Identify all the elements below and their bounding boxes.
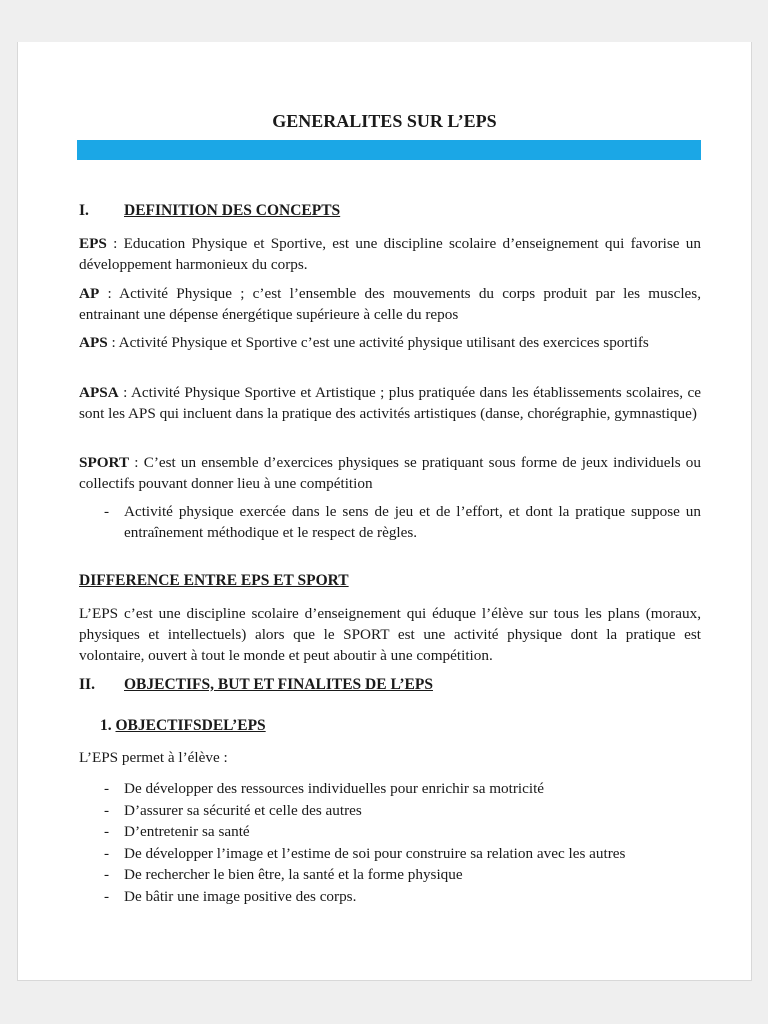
definition-term: APSA — [79, 384, 119, 401]
list-item — [104, 843, 704, 865]
document-title: GENERALITES SUR L’EPS — [272, 111, 497, 131]
list-item — [104, 864, 704, 886]
definition-text: : C’est un ensemble d’exercices physiques se pratiquant sous forme de jeux individuels ou collectifs pouvant donner lieu à une compétition — [79, 454, 701, 492]
definition-term: EPS — [79, 235, 107, 252]
objectives-intro: L’EPS permet à l’élève : — [79, 749, 228, 766]
list-item-text: De développer des ressources individuelles pour enrichir sa motricité — [124, 780, 545, 797]
bullet-dash: - — [104, 823, 110, 841]
bullet-dash: - — [104, 844, 110, 862]
list-item — [104, 886, 704, 908]
subsection-1-number: 1. — [100, 717, 112, 734]
list-item — [104, 821, 704, 843]
list-item-text: De rechercher le bien être, la santé et la forme physique — [124, 866, 463, 884]
bullet-dash: - — [104, 780, 110, 797]
section-1-number: I. — [79, 202, 89, 219]
list-item-text: D’assurer sa sécurité et celle des autres — [124, 801, 362, 819]
list-item-text: De bâtir une image positive des corps. — [124, 887, 357, 905]
definition-text: : Education Physique et Sportive, est une discipline scolaire d’enseignement qui favorise un développement harmonieux du corps. — [79, 235, 701, 273]
difference-title: DIFFERENCE ENTRE EPS ET SPORT — [79, 572, 349, 589]
document-page — [17, 42, 752, 981]
bullet-dash: - — [104, 801, 110, 819]
definition-text: : Activité Physique ; c’est l’ensemble des mouvements du corps produit par les muscles, entrainant une dépense énergétique supérieure à celle du repos — [79, 285, 701, 323]
list-item-text: De développer l’image et l’estime de soi pour construire sa relation avec les autres — [124, 844, 626, 862]
list-item — [104, 800, 704, 822]
section-2-title: OBJECTIFS, BUT ET FINALITES DE L’EPS — [124, 676, 433, 693]
title-accent-bar — [77, 140, 701, 160]
section-2-number: II. — [79, 676, 95, 693]
subsection-1-title: OBJECTIFSDEL’EPS — [115, 717, 266, 734]
definition-text: : Activité Physique et Sportive c’est une activité physique utilisant des exercices sportifs — [107, 334, 649, 351]
definition-text: : Activité Physique Sportive et Artistique ; plus pratiquée dans les établissements scolaires, ce sont les APS qui incluent dans la pratique des activités artistiques (danse, chorégraphie, gymnastique) — [79, 384, 701, 422]
bullet-text: Activité physique exercée dans le sens de jeu et de l’effort, et dont la pratique suppose un entraînement méthodique et le respect de règles. — [124, 503, 701, 541]
definition-term: AP — [79, 285, 100, 302]
list-item — [104, 778, 704, 800]
definition-term: SPORT — [79, 454, 130, 471]
bullet-dash: - — [104, 887, 110, 905]
definition-aps — [79, 332, 701, 353]
objectives-list — [104, 778, 704, 908]
definition-eps — [79, 233, 701, 275]
list-item-text: D’entretenir sa santé — [124, 823, 250, 841]
definition-ap — [79, 283, 701, 325]
bullet-dash: - — [104, 866, 110, 884]
bullet-dash: - — [104, 503, 110, 520]
subsection-1-heading — [100, 717, 266, 735]
sport-bullet — [104, 501, 701, 543]
difference-paragraph: L’EPS c’est une discipline scolaire d’enseignement qui éduque l’élève sur tous les plans (moraux, physiques et intellectuels) alors que le SPORT est une activité physique dont la pratique est volontaire, ouvert à tout le monde et peut aboutir à une compétition. — [79, 605, 701, 664]
definition-sport — [79, 452, 701, 494]
definition-apsa — [79, 382, 701, 424]
section-1-title: DEFINITION DES CONCEPTS — [124, 202, 341, 219]
definition-term: APS — [79, 334, 108, 351]
